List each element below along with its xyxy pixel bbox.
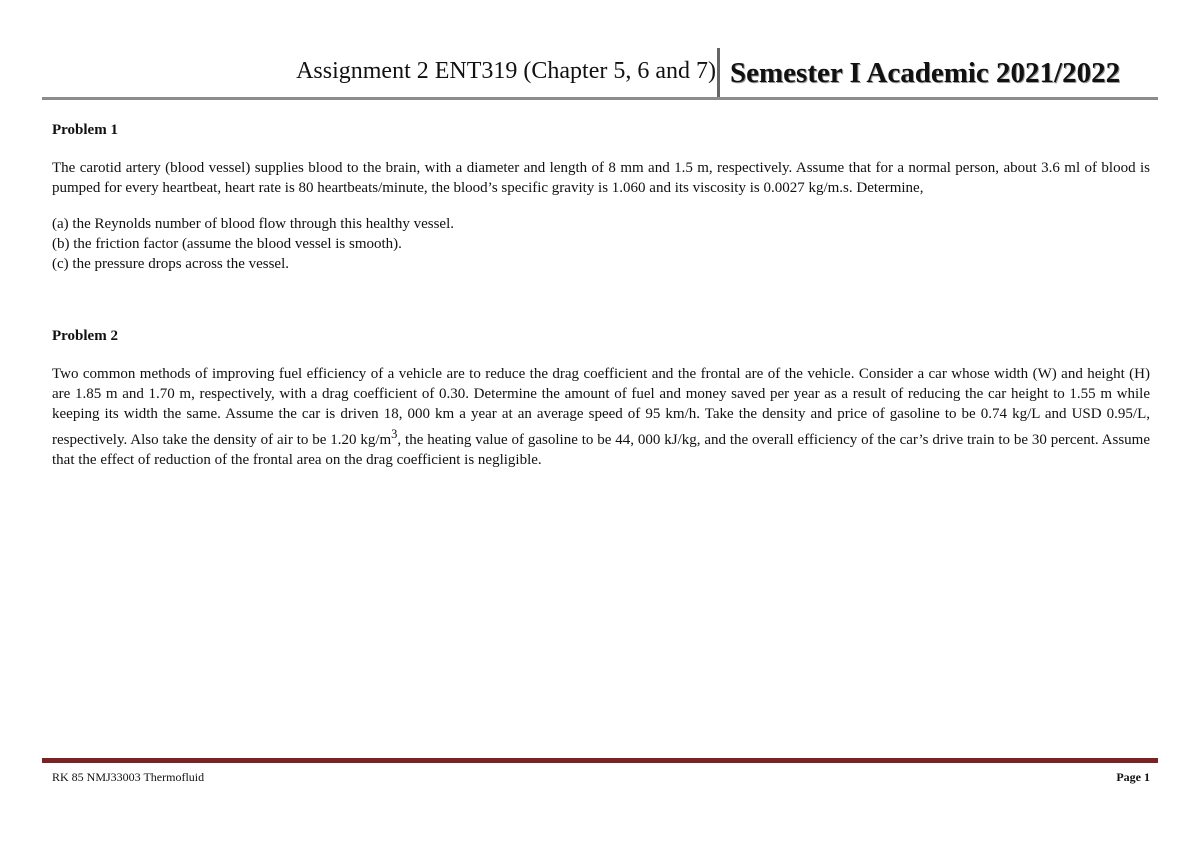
list-item: (b) the friction factor (assume the blood vessel is smooth). — [52, 236, 402, 252]
header-divider — [717, 48, 720, 98]
superscript: 3 — [391, 427, 398, 441]
semester-label: Semester I Academic 2021/2022 — [730, 57, 1121, 89]
list-item: (a) the Reynolds number of blood flow through this healthy vessel. — [52, 216, 455, 232]
assignment-title: Assignment 2 ENT319 (Chapter 5, 6 and 7) — [296, 58, 716, 84]
problem-2-text-start: Two common methods of improving fuel efficiency of a vehicle are to reduce the drag coefficient and the frontal are of the vehicle. Consider a car whose width (W) and height (H) are 1.85 m and 1.70 m, respectively, with a drag coefficient of 0.30. Determine the amount of fuel and money saved per year as a result of reducing the car height to 1.55 m while keeping its width the same. Assume the car is driven 18, 000 km a year at an average speed of 95 km/h. Take the density and price of gasoline to be 0.74 kg/L and USD 0.95/L, respectively. Also take the density of air to be 1.20 kg/m — [52, 366, 1150, 448]
problem-1-heading: Problem 1 — [52, 122, 118, 138]
header-rule — [42, 97, 1158, 100]
footer-rule — [42, 758, 1158, 763]
page-header — [42, 46, 1158, 98]
section-gap — [52, 274, 1150, 326]
problem-1-list — [52, 214, 1150, 274]
problem-2-text — [52, 364, 1150, 470]
problem-2-text-end: , the heating value of gasoline to be 44, 000 kJ/kg, and the overall efficiency of the car’s drive train to be 30 percent. Assume that the effect of reduction of the frontal area on the drag coefficient is negligible. — [52, 432, 1150, 468]
list-item: (c) the pressure drops across the vessel. — [52, 256, 290, 272]
problem-1-text: The carotid artery (blood vessel) supplies blood to the brain, with a diameter and length of 8 mm and 1.5 m, respectively. Assume that for a normal person, about 3.6 ml of blood is pumped for every heartbeat, heart rate is 80 heartbeats/minute, the blood’s specific gravity is 1.060 and its viscosity is 0.0027 kg/m.s. Determine, — [52, 160, 1150, 196]
document-body — [52, 120, 1150, 486]
problem-2-heading: Problem 2 — [52, 328, 118, 344]
problem-2 — [52, 326, 1150, 470]
footer-course-label: RK 85 NMJ33003 Thermofluid — [52, 770, 205, 784]
page-number: Page 1 — [1116, 770, 1150, 784]
problem-1 — [52, 120, 1150, 274]
